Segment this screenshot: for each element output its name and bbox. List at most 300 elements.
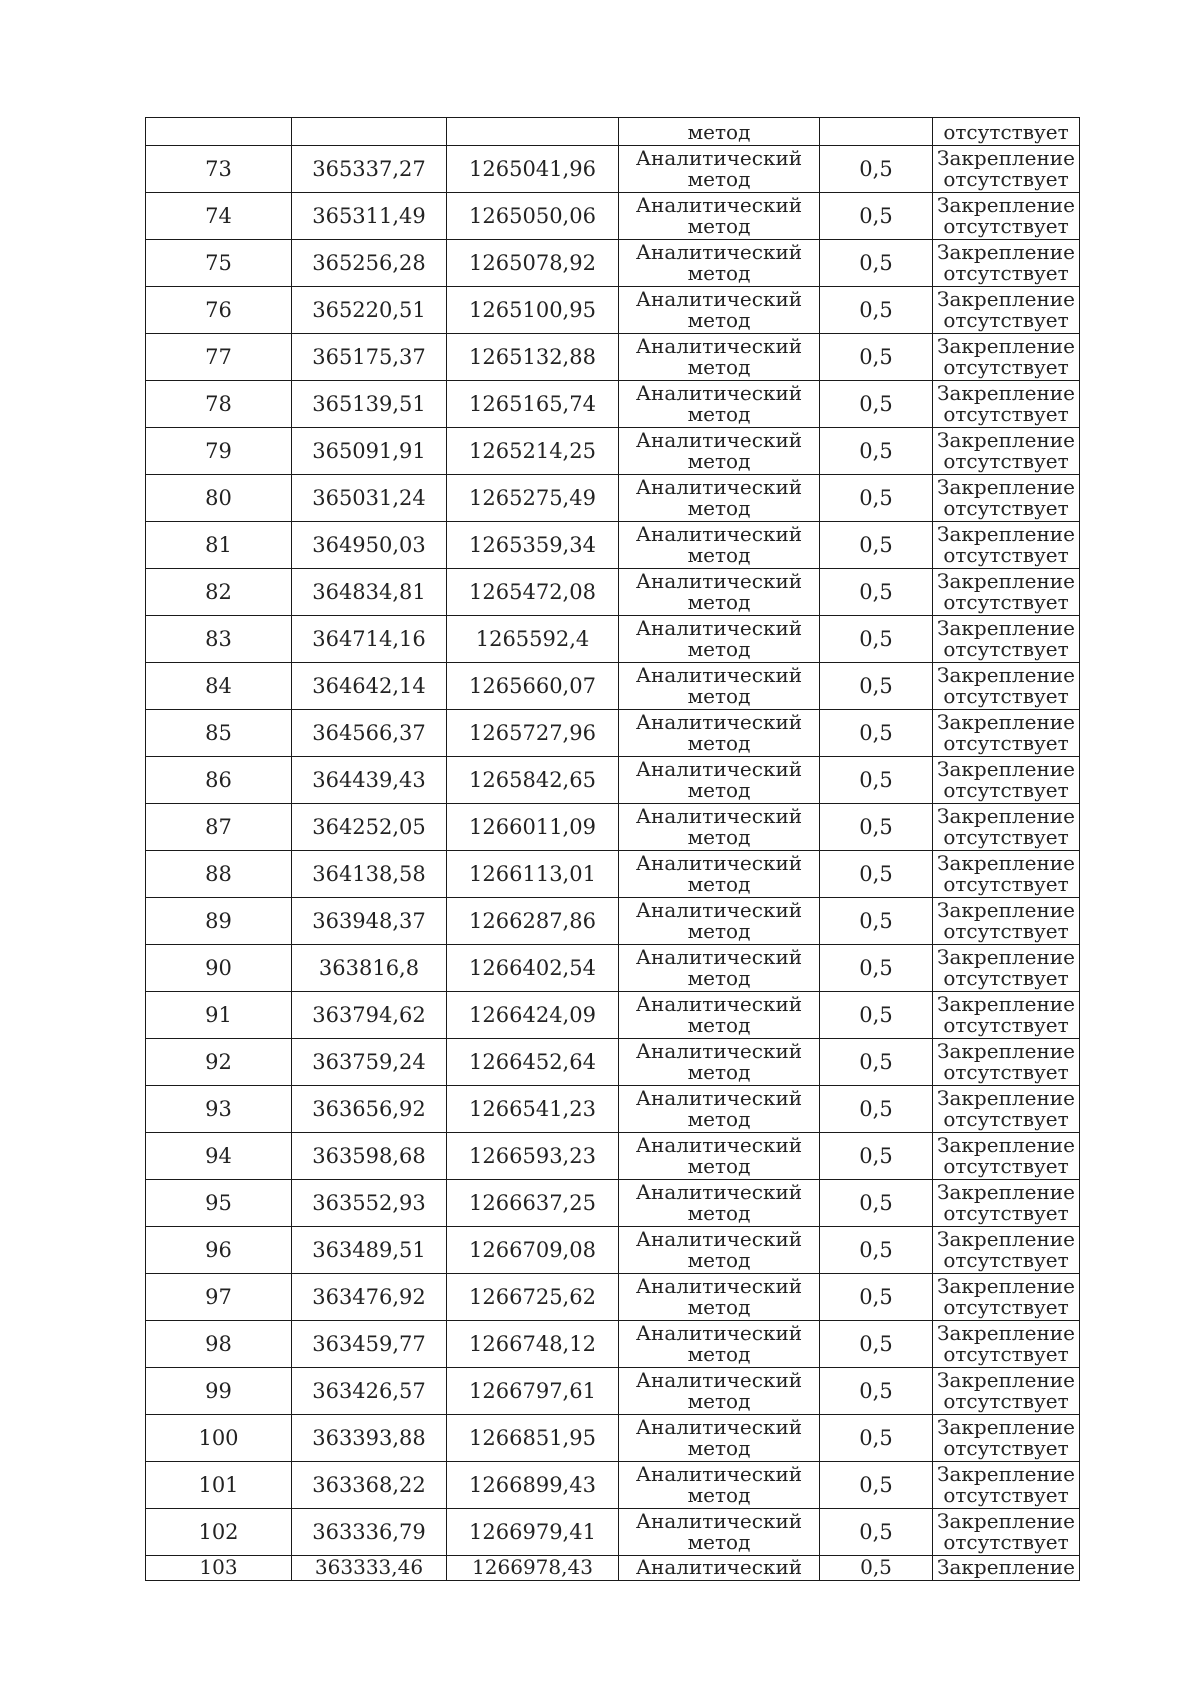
method-cell-line-2: метод (687, 1389, 751, 1413)
method-cell-line-1: Аналитический (635, 851, 803, 875)
fixing-cell (933, 240, 1080, 287)
accuracy-cell: 0,5 (820, 663, 933, 710)
point-number-cell: 102 (146, 1509, 292, 1556)
point-number-cell: 73 (146, 146, 292, 193)
fixing-cell (933, 616, 1080, 663)
fixing-cell-line-2: отсутствует (943, 543, 1069, 567)
fixing-cell-line-1: Закрепление (937, 569, 1075, 593)
accuracy-cell: 0,5 (820, 992, 933, 1039)
method-cell (619, 616, 820, 663)
fixing-cell (933, 1227, 1080, 1274)
fixing-cell-line-1: Закрепление (937, 1368, 1075, 1392)
point-number-cell: 90 (146, 945, 292, 992)
fixing-cell-line-2: отсутствует (943, 1389, 1069, 1413)
y-coordinate-cell: 1265078,92 (447, 240, 619, 287)
y-coordinate-cell: 1266593,23 (447, 1133, 619, 1180)
method-cell (619, 287, 820, 334)
fixing-cell-line-1: Закрепление (937, 240, 1075, 264)
y-coordinate-cell: 1266979,41 (447, 1509, 619, 1556)
fixing-cell-line-2: отсутствует (943, 1483, 1069, 1507)
accuracy-cell: 0,5 (820, 1274, 933, 1321)
fixing-cell-line-2: отсутствует (943, 496, 1069, 520)
y-coordinate-cell: 1265214,25 (447, 428, 619, 475)
fixing-cell-line-2: отсутствует (943, 778, 1069, 802)
fixing-cell-line-1: Закрепление (937, 945, 1075, 969)
accuracy-cell: 0,5 (820, 616, 933, 663)
fixing-cell (933, 334, 1080, 381)
point-number-cell: 86 (146, 757, 292, 804)
table-row (146, 1462, 1080, 1509)
accuracy-cell: 0,5 (820, 475, 933, 522)
accuracy-cell: 0,5 (820, 240, 933, 287)
fixing-cell-line-1: Закрепление (937, 334, 1075, 358)
table-row (146, 663, 1080, 710)
x-coordinate-cell: 363336,79 (292, 1509, 447, 1556)
method-cell-line-1: Аналитический (635, 381, 803, 405)
table-row (146, 1180, 1080, 1227)
point-number-cell: 81 (146, 522, 292, 569)
x-coordinate-cell: 364252,05 (292, 804, 447, 851)
table-row (146, 1039, 1080, 1086)
y-coordinate-cell: 1266541,23 (447, 1086, 619, 1133)
point-number-cell: 88 (146, 851, 292, 898)
method-cell-line-1: Аналитический (635, 569, 803, 593)
method-cell-line-2: метод (687, 778, 751, 802)
y-coordinate-cell: 1266011,09 (447, 804, 619, 851)
x-coordinate-cell: 363489,51 (292, 1227, 447, 1274)
x-coordinate-cell: 364439,43 (292, 757, 447, 804)
method-cell-line-1: Аналитический (635, 663, 803, 687)
method-cell (619, 1274, 820, 1321)
accuracy-cell: 0,5 (820, 287, 933, 334)
fixing-cell-line-1: Закрепление (937, 757, 1075, 781)
method-cell-line-2: метод (687, 684, 751, 708)
fixing-cell (933, 757, 1080, 804)
point-number-cell: 94 (146, 1133, 292, 1180)
method-cell-line-2: метод (687, 1483, 751, 1507)
point-number-cell: 87 (146, 804, 292, 851)
accuracy-cell: 0,5 (820, 522, 933, 569)
fixing-cell (933, 428, 1080, 475)
table-row (146, 475, 1080, 522)
method-cell (619, 1180, 820, 1227)
point-number-cell: 93 (146, 1086, 292, 1133)
fixing-cell-line-2: отсутствует (943, 261, 1069, 285)
method-cell-line-1: Аналитический (635, 287, 803, 311)
fixing-cell (933, 804, 1080, 851)
y-coordinate-cell: 1266709,08 (447, 1227, 619, 1274)
y-coordinate-cell: 1266402,54 (447, 945, 619, 992)
method-cell-line-1: Аналитический (635, 1415, 803, 1439)
fixing-cell (933, 522, 1080, 569)
method-cell-line-1: Аналитический (635, 1227, 803, 1251)
x-coordinate-cell: 363948,37 (292, 898, 447, 945)
fixing-cell-line-2: отсутствует (943, 1154, 1069, 1178)
x-coordinate-cell: 363393,88 (292, 1415, 447, 1462)
method-cell-line-1: Аналитический (635, 1509, 803, 1533)
y-coordinate-cell: 1265050,06 (447, 193, 619, 240)
y-coordinate-cell: 1266637,25 (447, 1180, 619, 1227)
method-cell (619, 428, 820, 475)
x-coordinate-cell: 363816,8 (292, 945, 447, 992)
y-coordinate-cell: 1266899,43 (447, 1462, 619, 1509)
method-cell (619, 240, 820, 287)
accuracy-cell: 0,5 (820, 1368, 933, 1415)
fixing-cell-line-1: Закрепление (937, 1274, 1075, 1298)
accuracy-cell: 0,5 (820, 569, 933, 616)
fixing-cell (933, 287, 1080, 334)
method-cell-line-1: Аналитический (635, 898, 803, 922)
fixing-cell-line-2: отсутствует (943, 1013, 1069, 1037)
point-number-cell: 91 (146, 992, 292, 1039)
fixing-cell (933, 1415, 1080, 1462)
accuracy-cell: 0,5 (820, 945, 933, 992)
y-coordinate-cell: 1265132,88 (447, 334, 619, 381)
accuracy-cell: 0,5 (820, 334, 933, 381)
method-cell-line-1: Аналитический (635, 710, 803, 734)
fixing-cell-line-1: Закрепление (937, 287, 1075, 311)
method-cell-line-2: метод (687, 543, 751, 567)
method-cell-line-2: метод (687, 167, 751, 191)
fixing-cell-line-1: Закрепление (937, 475, 1075, 499)
fixing-cell-line-2: отсутствует (943, 966, 1069, 990)
method-cell (619, 757, 820, 804)
method-cell-line-1: Аналитический (635, 1086, 803, 1110)
point-number-cell: 97 (146, 1274, 292, 1321)
table-row (146, 1133, 1080, 1180)
x-coordinate-cell: 364714,16 (292, 616, 447, 663)
point-number-cell: 79 (146, 428, 292, 475)
fixing-cell (933, 1274, 1080, 1321)
fixing-cell-line-2: отсутствует (943, 1107, 1069, 1131)
x-coordinate-cell: 364642,14 (292, 663, 447, 710)
method-cell-line-2: метод (687, 1107, 751, 1131)
method-cell-line-1: Аналитический (635, 193, 803, 217)
accuracy-cell: 0,5 (820, 1086, 933, 1133)
fixing-cell-line-1: Закрепление (937, 804, 1075, 828)
method-cell: Аналитический (619, 1556, 820, 1581)
x-coordinate-cell: 365031,24 (292, 475, 447, 522)
fixing-cell-line-2: отсутствует (943, 684, 1069, 708)
accuracy-cell: 0,5 (820, 428, 933, 475)
fixing-cell-line-2: отсутствует (943, 167, 1069, 191)
fixing-cell-line-1: Закрепление (937, 522, 1075, 546)
point-number-cell: 100 (146, 1415, 292, 1462)
table-row (146, 569, 1080, 616)
table-row (146, 193, 1080, 240)
method-cell (619, 804, 820, 851)
method-cell-line-2: метод (687, 1436, 751, 1460)
method-cell-line-1: Аналитический (635, 334, 803, 358)
method-cell (619, 1368, 820, 1415)
fixing-cell-line-1: Закрепление (937, 146, 1075, 170)
fixing-cell-line-1: Закрепление (937, 663, 1075, 687)
x-coordinate-cell: 363459,77 (292, 1321, 447, 1368)
accuracy-cell (820, 118, 933, 146)
method-cell-line-2: метод (687, 1201, 751, 1225)
fixing-cell-line-1: Закрепление (937, 1039, 1075, 1063)
point-number-cell: 89 (146, 898, 292, 945)
method-cell (619, 851, 820, 898)
fixing-cell-line-2: отсутствует (943, 402, 1069, 426)
fixing-cell-line-2: отсутствует (943, 308, 1069, 332)
y-coordinate-cell: 1265842,65 (447, 757, 619, 804)
point-number-cell: 76 (146, 287, 292, 334)
point-number-cell: 83 (146, 616, 292, 663)
method-cell-line-1: Аналитический (635, 1321, 803, 1345)
point-number-cell: 92 (146, 1039, 292, 1086)
fixing-cell (933, 992, 1080, 1039)
y-coordinate-cell: 1265041,96 (447, 146, 619, 193)
method-cell-line-2: метод (687, 402, 751, 426)
method-cell (619, 146, 820, 193)
fixing-cell (933, 663, 1080, 710)
method-cell-line-2: метод (687, 449, 751, 473)
method-cell-line-2: метод (687, 496, 751, 520)
fixing-cell-line-1: Закрепление (937, 1321, 1075, 1345)
x-coordinate-cell: 363368,22 (292, 1462, 447, 1509)
method-cell-line-1: Аналитический (635, 1133, 803, 1157)
table-row (146, 1274, 1080, 1321)
fixing-cell: отсутствует (933, 118, 1080, 146)
x-coordinate-cell: 363759,24 (292, 1039, 447, 1086)
fixing-cell-line-1: Закрепление (937, 1462, 1075, 1486)
fixing-cell-line-1: Закрепление (937, 1180, 1075, 1204)
table-row (146, 240, 1080, 287)
coordinates-table (145, 117, 1080, 1581)
fixing-cell-line-1: Закрепление (937, 616, 1075, 640)
table-row (146, 287, 1080, 334)
table-row (146, 851, 1080, 898)
fixing-cell-line-2: отсутствует (943, 637, 1069, 661)
accuracy-cell: 0,5 (820, 1556, 933, 1581)
method-cell (619, 992, 820, 1039)
x-coordinate-cell (292, 118, 447, 146)
y-coordinate-cell: 1266452,64 (447, 1039, 619, 1086)
method-cell-line-1: Аналитический (635, 1368, 803, 1392)
accuracy-cell: 0,5 (820, 1039, 933, 1086)
fixing-cell-line-2: отсутствует (943, 825, 1069, 849)
method-cell-line-1: Аналитический (635, 1462, 803, 1486)
fixing-cell (933, 898, 1080, 945)
x-coordinate-cell: 363426,57 (292, 1368, 447, 1415)
accuracy-cell: 0,5 (820, 851, 933, 898)
point-number-cell: 82 (146, 569, 292, 616)
x-coordinate-cell: 364138,58 (292, 851, 447, 898)
fixing-cell-line-2: отсутствует (943, 449, 1069, 473)
y-coordinate-cell: 1266851,95 (447, 1415, 619, 1462)
method-cell (619, 381, 820, 428)
fixing-cell (933, 569, 1080, 616)
fixing-cell-line-1: Закрепление (937, 1086, 1075, 1110)
point-number-cell: 75 (146, 240, 292, 287)
x-coordinate-cell: 364950,03 (292, 522, 447, 569)
table-row (146, 804, 1080, 851)
x-coordinate-cell: 363476,92 (292, 1274, 447, 1321)
fixing-cell (933, 1368, 1080, 1415)
method-cell (619, 522, 820, 569)
x-coordinate-cell: 365139,51 (292, 381, 447, 428)
fixing-cell (933, 1133, 1080, 1180)
fixing-cell-line-2: отсутствует (943, 1248, 1069, 1272)
method-cell (619, 898, 820, 945)
table-row (146, 1321, 1080, 1368)
method-cell (619, 334, 820, 381)
method-cell-line-2: метод (687, 1154, 751, 1178)
method-cell-line-1: Аналитический (635, 804, 803, 828)
method-cell-line-2: метод (687, 1295, 751, 1319)
fixing-cell-line-1: Закрепление (937, 1415, 1075, 1439)
accuracy-cell: 0,5 (820, 1133, 933, 1180)
point-number-cell: 77 (146, 334, 292, 381)
fixing-cell (933, 1509, 1080, 1556)
fixing-cell-line-1: Закрепление (937, 1227, 1075, 1251)
x-coordinate-cell: 363794,62 (292, 992, 447, 1039)
accuracy-cell: 0,5 (820, 146, 933, 193)
accuracy-cell: 0,5 (820, 757, 933, 804)
fixing-cell (933, 710, 1080, 757)
method-cell-line-1: Аналитический (635, 616, 803, 640)
fixing-cell (933, 851, 1080, 898)
method-cell (619, 475, 820, 522)
method-cell (619, 945, 820, 992)
fixing-cell (933, 146, 1080, 193)
x-coordinate-cell: 364834,81 (292, 569, 447, 616)
accuracy-cell: 0,5 (820, 193, 933, 240)
fixing-cell-line-2: отсутствует (943, 919, 1069, 943)
x-coordinate-cell: 365220,51 (292, 287, 447, 334)
table-row (146, 616, 1080, 663)
y-coordinate-cell: 1265275,49 (447, 475, 619, 522)
table-row (146, 898, 1080, 945)
fixing-cell-line-1: Закрепление (937, 428, 1075, 452)
method-cell (619, 1509, 820, 1556)
method-cell-line-2: метод (687, 1342, 751, 1366)
fixing-cell (933, 475, 1080, 522)
method-cell-line-2: метод (687, 590, 751, 614)
fixing-cell-line-1: Закрепление (937, 992, 1075, 1016)
x-coordinate-cell: 365256,28 (292, 240, 447, 287)
method-cell-line-1: Аналитический (635, 992, 803, 1016)
method-cell-line-2: метод (687, 731, 751, 755)
x-coordinate-cell: 365337,27 (292, 146, 447, 193)
y-coordinate-cell: 1265359,34 (447, 522, 619, 569)
method-cell-line-1: Аналитический (635, 146, 803, 170)
method-cell-line-1: Аналитический (635, 475, 803, 499)
method-cell-line-2: метод (687, 1530, 751, 1554)
method-cell: метод (619, 118, 820, 146)
point-number-cell: 98 (146, 1321, 292, 1368)
table-row (146, 146, 1080, 193)
method-cell-line-2: метод (687, 966, 751, 990)
fixing-cell (933, 1321, 1080, 1368)
fixing-cell-line-2: отсутствует (943, 1342, 1069, 1366)
point-number-cell (146, 118, 292, 146)
method-cell-line-2: метод (687, 919, 751, 943)
y-coordinate-cell: 1266113,01 (447, 851, 619, 898)
y-coordinate-cell: 1266287,86 (447, 898, 619, 945)
method-cell (619, 1227, 820, 1274)
x-coordinate-cell: 364566,37 (292, 710, 447, 757)
method-cell-line-2: метод (687, 1013, 751, 1037)
fixing-cell-line-2: отсутствует (943, 1530, 1069, 1554)
fixing-cell-line-2: отсутствует (943, 214, 1069, 238)
method-cell-line-2: метод (687, 1248, 751, 1272)
table-row (146, 757, 1080, 804)
point-number-cell: 74 (146, 193, 292, 240)
method-cell (619, 1415, 820, 1462)
fixing-cell-line-2: отсутствует (943, 355, 1069, 379)
x-coordinate-cell: 363656,92 (292, 1086, 447, 1133)
point-number-cell: 99 (146, 1368, 292, 1415)
table-row (146, 1509, 1080, 1556)
x-coordinate-cell: 365175,37 (292, 334, 447, 381)
method-cell-line-1: Аналитический (635, 757, 803, 781)
method-cell (619, 1462, 820, 1509)
fixing-cell-line-2: отсутствует (943, 590, 1069, 614)
y-coordinate-cell: 1265660,07 (447, 663, 619, 710)
fixing-cell-line-2: отсутствует (943, 1201, 1069, 1225)
point-number-cell: 103 (146, 1556, 292, 1581)
table-row (146, 1415, 1080, 1462)
x-coordinate-cell: 363552,93 (292, 1180, 447, 1227)
method-cell (619, 1039, 820, 1086)
y-coordinate-cell: 1266725,62 (447, 1274, 619, 1321)
fixing-cell-line-2: отсутствует (943, 1060, 1069, 1084)
method-cell-line-2: метод (687, 308, 751, 332)
method-cell-line-2: метод (687, 261, 751, 285)
method-cell-line-2: метод (687, 825, 751, 849)
point-number-cell: 78 (146, 381, 292, 428)
y-coordinate-cell: 1266797,61 (447, 1368, 619, 1415)
method-cell-line-2: метод (687, 1060, 751, 1084)
fixing-cell-line-1: Закрепление (937, 1133, 1075, 1157)
fixing-cell (933, 1039, 1080, 1086)
accuracy-cell: 0,5 (820, 1462, 933, 1509)
method-cell (619, 1086, 820, 1133)
method-cell (619, 569, 820, 616)
y-coordinate-cell: 1265472,08 (447, 569, 619, 616)
fixing-cell-line-2: отсутствует (943, 1295, 1069, 1319)
fixing-cell (933, 1180, 1080, 1227)
y-coordinate-cell: 1266424,09 (447, 992, 619, 1039)
table-row (146, 428, 1080, 475)
fixing-cell (933, 1086, 1080, 1133)
fixing-cell (933, 945, 1080, 992)
accuracy-cell: 0,5 (820, 710, 933, 757)
method-cell (619, 710, 820, 757)
method-cell-line-1: Аналитический (635, 1274, 803, 1298)
table-body (146, 118, 1080, 1581)
point-number-cell: 96 (146, 1227, 292, 1274)
method-cell-line-2: метод (687, 214, 751, 238)
method-cell (619, 1321, 820, 1368)
y-coordinate-cell: 1266748,12 (447, 1321, 619, 1368)
method-cell-line-1: Аналитический (635, 428, 803, 452)
point-number-cell: 80 (146, 475, 292, 522)
table-row-last (146, 1556, 1080, 1581)
fixing-cell (933, 1462, 1080, 1509)
fixing-cell-line-2: отсутствует (943, 1436, 1069, 1460)
method-cell-line-2: метод (687, 637, 751, 661)
fixing-cell-line-2: отсутствует (943, 731, 1069, 755)
y-coordinate-cell: 1265100,95 (447, 287, 619, 334)
accuracy-cell: 0,5 (820, 1321, 933, 1368)
table-row (146, 945, 1080, 992)
y-coordinate-cell: 1265727,96 (447, 710, 619, 757)
fixing-cell-line-1: Закрепление (937, 1509, 1075, 1533)
method-cell (619, 1133, 820, 1180)
